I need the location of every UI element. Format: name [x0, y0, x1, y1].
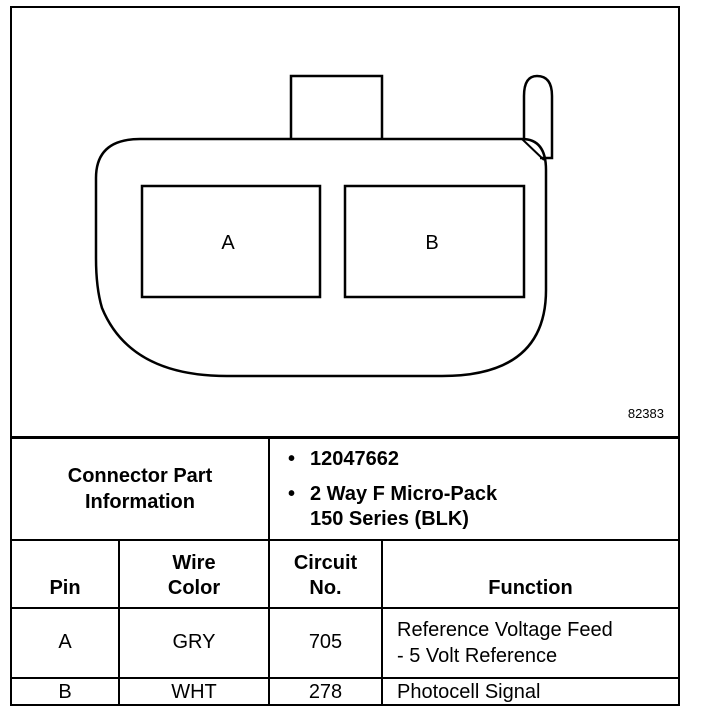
- description-line2: 150 Series (BLK): [310, 508, 469, 531]
- part-number: 12047662: [310, 448, 399, 471]
- circuit-b: 278: [269, 678, 382, 706]
- connector-info-row: [12, 438, 678, 540]
- table-row: [12, 608, 678, 678]
- bullet-icon: •: [288, 448, 296, 471]
- wire-color-b: WHT: [119, 678, 269, 706]
- connector-info-details: [269, 438, 678, 540]
- connector-face-diagram: [12, 8, 678, 436]
- description-line1: 2 Way F Micro-Pack: [310, 483, 498, 506]
- wire-color-a: GRY: [119, 608, 269, 678]
- function-a-line1: Reference Voltage Feed: [397, 618, 613, 641]
- connector-table: [12, 436, 678, 706]
- pin-b: B: [12, 678, 119, 706]
- header-circuit: [269, 540, 382, 608]
- function-a: [382, 608, 678, 678]
- header-pin: Pin: [12, 540, 119, 608]
- header-wire-color-line1: Wire: [172, 551, 216, 574]
- bullet-icon: •: [288, 483, 296, 506]
- function-b: Photocell Signal: [382, 678, 678, 706]
- header-wire-color-line2: Color: [167, 576, 221, 599]
- header-circuit-line1: Circuit: [293, 551, 358, 574]
- header-circuit-line2: No.: [309, 576, 342, 599]
- header-function: Function: [382, 540, 678, 608]
- description-item: [288, 482, 678, 532]
- table-row: [12, 678, 678, 706]
- connector-sheet: [10, 6, 680, 706]
- table-header-row: [12, 540, 678, 608]
- cavity-b-label: B: [425, 232, 439, 254]
- connector-info-label-line1: Connector Part: [67, 464, 213, 487]
- part-number-item: [288, 447, 678, 472]
- cavity-a-label: A: [221, 232, 235, 254]
- circuit-a: 705: [269, 608, 382, 678]
- figure-id: 82383: [627, 406, 664, 421]
- function-a-line2: - 5 Volt Reference: [397, 644, 558, 667]
- header-wire-color: [119, 540, 269, 608]
- connector-info-label: [12, 438, 269, 540]
- pin-a: A: [12, 608, 119, 678]
- connector-info-label-line2: Information: [85, 490, 195, 513]
- connector-lock-tab: [291, 76, 382, 139]
